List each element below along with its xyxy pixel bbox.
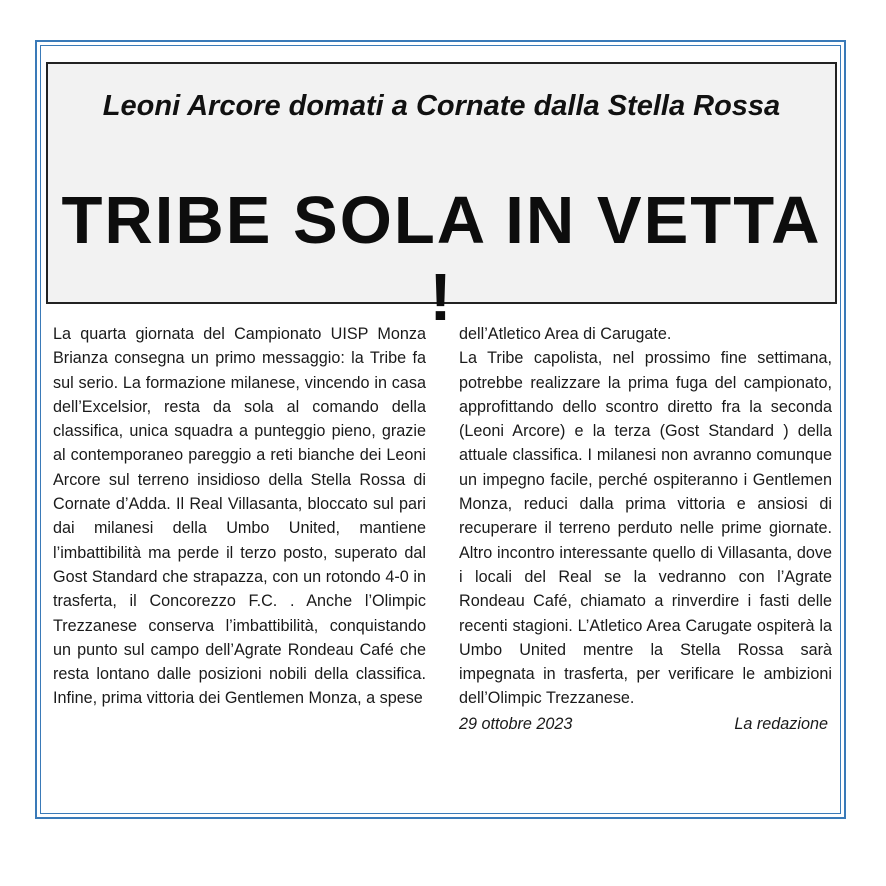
article-paragraph: La quarta giornata del Campionato UISP Monza Brianza consegna un primo messaggio: la Tribe fa sul serio. La formazione milanese, vincendo in casa dell’Excelsior, resta da sola al comando della classifica, unica squadra a punteggio pieno, grazie al contemporaneo pareggio a reti bianche dei Leoni Arcore sul terreno insidioso della Stella Rossa di Cornate d’Adda. Il Real Villasanta, bloccato sul pari dai milanesi della Umbo United, mantiene l’imbattibilità ma perde il terzo posto, superato dal Gost Standard che strapazza, con un rotondo 4-0 in trasferta, il Concorezzo F.C. . Anche l’Olimpic Trezzanese conserva l’imbattibilità, conquistando un punto sul campo dell’Agrate Rondeau Café che resta lontano dalle posizioni nobili della classifica. Infine, prima vittoria dei Gentlemen Monza, a spese — [53, 325, 426, 708]
article-date: 29 ottobre 2023 — [459, 714, 573, 733]
subheadline: Leoni Arcore domati a Cornate dalla Stella Rossa — [102, 90, 781, 122]
signoff — [459, 712, 832, 736]
article-column-right — [459, 322, 832, 736]
article-paragraph: dell’Atletico Area di Carugate. — [459, 325, 672, 343]
article-paragraph: La Tribe capolista, nel prossimo fine settimana, potrebbe realizzare la prima fuga del campionato, approfittando dello scontro diretto fra la seconda (Leoni Arcore) e la terza (Gost Standard ) della attuale classifica. I milanesi non avranno comunque un impegno facile, perché ospiteranno i Gentlemen Monza, reduci dalla prima vittoria e ansiosi di recuperare il terreno perduto nelle prime giornate. Altro incontro interessante quello di Villasanta, dove i locali del Real se la vedranno con l’Agrate Rondeau Café, chiamato a rinverdire i fasti delle recenti stagioni. L’Atletico Area Carugate ospiterà la Umbo United mentre la Stella Rossa sarà impegnata in trasferta, per verificare le ambizioni dell’Olimpic Trezzanese. — [459, 349, 832, 708]
headline: TRIBE SOLA IN VETTA ! — [61, 183, 822, 335]
article-column-left — [53, 322, 426, 711]
article-author: La redazione — [734, 714, 828, 733]
